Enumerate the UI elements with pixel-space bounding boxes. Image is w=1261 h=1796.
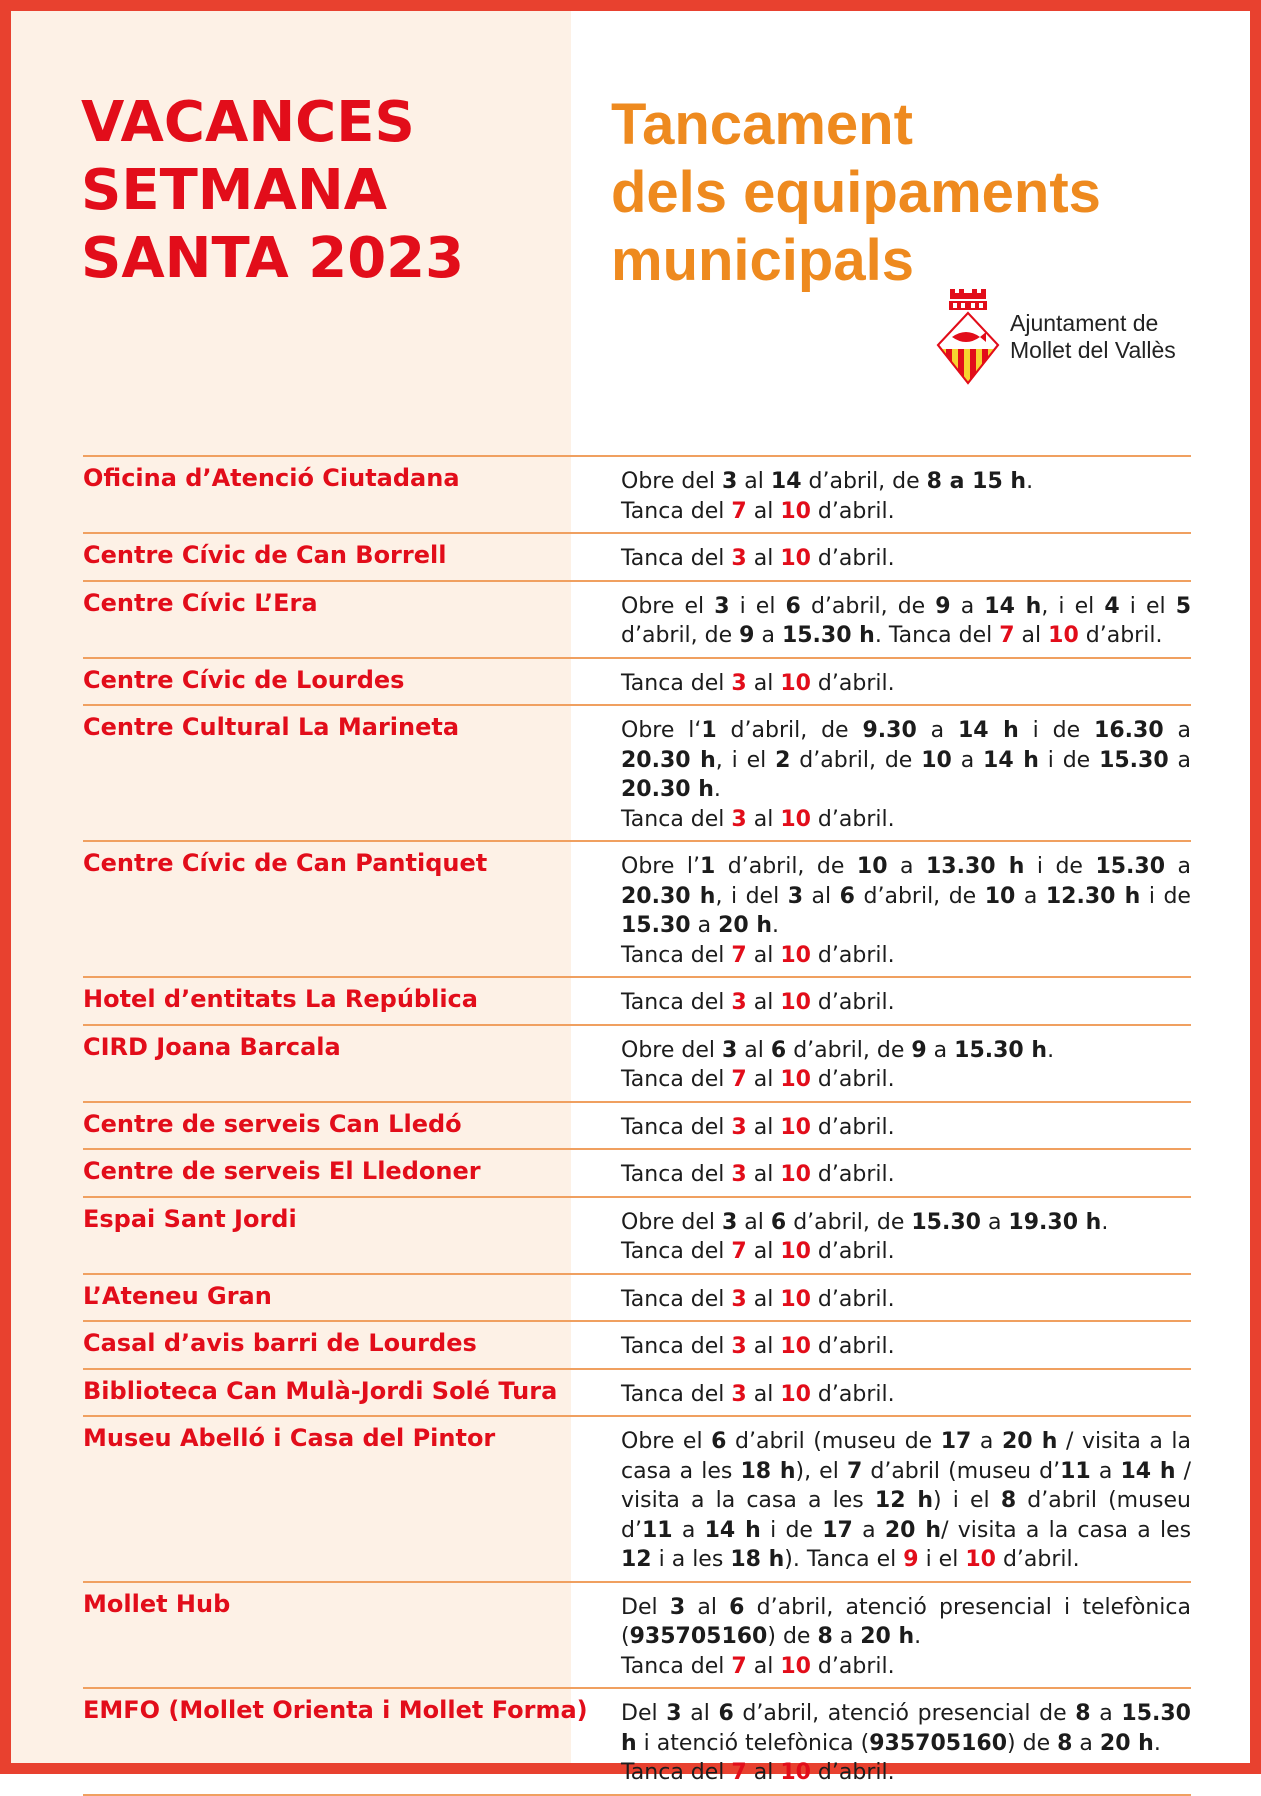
- schedule-value: 20 h: [860, 1624, 915, 1649]
- schedule-text: a: [926, 1037, 955, 1063]
- schedule-text: al: [746, 1162, 781, 1187]
- schedule-value: 8: [817, 1624, 833, 1649]
- facility-name: L’Ateneu Gran: [83, 1281, 272, 1310]
- schedule-text: d’abril.: [810, 670, 895, 696]
- schedule-text: , i del: [715, 883, 788, 909]
- schedule-value: 10: [856, 854, 888, 879]
- schedule-text: al: [746, 546, 781, 571]
- closing-date: 10: [780, 1114, 811, 1140]
- schedule-row: [83, 1689, 1191, 1796]
- schedule-text: al: [746, 670, 781, 696]
- schedule-row: [83, 1150, 1191, 1198]
- schedule-value: 3: [721, 1209, 738, 1235]
- schedule-text: a: [754, 623, 782, 648]
- schedule-text: Obre del: [621, 1209, 722, 1235]
- schedule-value: 1: [699, 854, 716, 879]
- schedule-value: 11: [1060, 1458, 1091, 1484]
- schedule-text: a: [852, 1517, 885, 1543]
- schedule-row: [83, 1370, 1191, 1418]
- schedule-value: 17: [822, 1517, 853, 1543]
- closing-date: 10: [780, 670, 811, 696]
- schedule-value: 15.30: [911, 1209, 981, 1235]
- schedule-text: al: [746, 1334, 781, 1359]
- schedule-text: .: [1026, 469, 1034, 494]
- facility-name: Centre de serveis Can Lledó: [83, 1109, 462, 1138]
- schedule-text: d’abril.: [810, 1381, 895, 1407]
- schedule-value: 935705160: [629, 1624, 768, 1649]
- schedule-text: a: [1163, 718, 1191, 743]
- closing-date: 7: [731, 942, 747, 968]
- schedule-row: [83, 1198, 1191, 1275]
- schedule-text: Tanca del: [621, 1381, 732, 1407]
- schedule-value: 9: [935, 593, 951, 619]
- schedule-text: a: [832, 1624, 861, 1649]
- schedule-value: 15.30 h: [954, 1037, 1048, 1063]
- schedule-text: al: [1014, 623, 1049, 648]
- schedule-row: [83, 1026, 1191, 1103]
- municipal-logo: [936, 289, 1176, 385]
- schedule-text: ) de: [1007, 1730, 1058, 1756]
- schedule-value: 5: [1175, 593, 1192, 619]
- schedule-text: al: [737, 1209, 771, 1235]
- schedule-text: d’abril (museu d’: [621, 1488, 1191, 1543]
- schedule-row: [83, 1417, 1191, 1583]
- schedule-value: 3: [721, 1037, 738, 1063]
- schedule-text: d’abril.: [810, 1286, 895, 1312]
- closing-date: 10: [780, 1067, 811, 1092]
- logo-text: Ajuntament de Mollet del Vallès: [1010, 310, 1176, 363]
- schedule-text: . Tanca del: [874, 623, 1000, 648]
- facility-name: Espai Sant Jordi: [83, 1204, 297, 1233]
- schedule-text: i a les: [651, 1547, 731, 1572]
- page-subtitle: Tancament dels equipaments municipals: [611, 92, 1101, 293]
- schedule-text: .: [1153, 1730, 1161, 1756]
- facility-schedule: [621, 1589, 1191, 1682]
- schedule-row: [83, 1103, 1191, 1151]
- closing-date: 10: [780, 942, 811, 968]
- schedule-text: , i el: [715, 747, 776, 773]
- schedule-value: 19.30 h: [1008, 1209, 1102, 1235]
- schedule-value: 12 h: [874, 1488, 934, 1513]
- closing-date: 9: [903, 1547, 919, 1572]
- schedule-text: d’abril.: [810, 1760, 895, 1785]
- closing-date: 10: [780, 1239, 811, 1264]
- schedule-row: [83, 457, 1191, 534]
- schedule-text: Tanca del: [621, 942, 732, 968]
- facility-schedule: [621, 1109, 1191, 1143]
- schedule-row: [83, 842, 1191, 978]
- schedule-text: al: [746, 806, 781, 832]
- schedule-text: i de: [1018, 718, 1095, 743]
- schedule-text: / visita a la casa a les: [941, 1517, 1192, 1543]
- closing-date: 7: [731, 1239, 747, 1264]
- schedule-value: 10: [984, 883, 1016, 909]
- schedule-text: al: [746, 1286, 781, 1312]
- facility-schedule: [621, 1032, 1191, 1095]
- schedule-text: d’abril.: [810, 546, 895, 571]
- facility-schedule: [621, 540, 1191, 574]
- schedule-value: 6: [785, 593, 801, 619]
- schedule-text: d’abril, de: [854, 883, 985, 909]
- schedule-text: .: [772, 913, 779, 938]
- schedule-text: al: [746, 942, 781, 968]
- schedule-text: / visita a la casa a les: [621, 1458, 1192, 1513]
- schedule-value: 3: [669, 1594, 686, 1620]
- schedule-text: Tanca del: [621, 546, 732, 571]
- closing-date: 7: [731, 1760, 747, 1785]
- schedule-value: 8: [1000, 1488, 1017, 1513]
- closing-date: 10: [780, 1381, 811, 1407]
- schedule-value: 12.30 h: [1045, 883, 1141, 909]
- closing-date: 3: [731, 670, 747, 696]
- schedule-text: al: [803, 883, 840, 909]
- schedule-value: 3: [714, 593, 730, 619]
- facility-schedule: [621, 665, 1191, 699]
- schedule-text: d’abril, atenció presencial i telefònica (: [621, 1594, 1191, 1649]
- schedule-value: 20 h: [1001, 1429, 1058, 1454]
- schedule-text: Del: [621, 1701, 667, 1726]
- schedule-text: d’abril (museu d’: [862, 1458, 1061, 1484]
- schedule-text: Tanca del: [621, 1239, 732, 1264]
- schedule-text: / visita a la casa a les: [621, 1429, 1191, 1484]
- schedule-text: Obre el: [621, 1429, 712, 1454]
- schedule-text: al: [746, 1239, 781, 1264]
- closing-date: 7: [731, 1653, 747, 1679]
- schedule-text: a: [1015, 883, 1046, 909]
- closing-date: 7: [731, 1067, 747, 1092]
- schedule-text: Obre l’: [621, 854, 700, 879]
- schedule-text: al: [746, 1067, 781, 1092]
- schedule-value: 15.30 h: [781, 623, 875, 648]
- schedule-value: 18 h: [740, 1458, 796, 1484]
- schedule-text: a: [951, 747, 984, 773]
- schedule-value: 15.30: [1095, 854, 1166, 879]
- schedule-text: al: [746, 1114, 781, 1140]
- schedule-text: Tanca del: [621, 1067, 732, 1092]
- facility-name: Oficina d’Atenció Ciutadana: [83, 464, 460, 492]
- facility-name: Centre Cultural La Marineta: [83, 713, 460, 741]
- schedule-text: ) i el: [933, 1488, 1001, 1513]
- facility-schedule: [621, 848, 1191, 970]
- facility-schedule: [621, 712, 1191, 834]
- schedule-text: a: [1165, 854, 1191, 879]
- facility-name: Hotel d’entitats La República: [83, 985, 478, 1013]
- schedule-value: 6: [839, 883, 855, 909]
- schedule-text: a: [1090, 1701, 1122, 1726]
- closing-date: 10: [780, 1653, 811, 1679]
- schedule-value: 11: [641, 1517, 673, 1543]
- schedule-text: Obre del: [621, 1037, 722, 1063]
- schedule-value: 8: [1075, 1701, 1091, 1726]
- closing-date: 10: [965, 1547, 996, 1572]
- schedule-value: 6: [770, 1209, 787, 1235]
- closing-date: 10: [780, 1334, 811, 1359]
- schedule-value: 20.30 h: [621, 883, 716, 909]
- coat-of-arms-icon: [936, 289, 1000, 385]
- schedule-text: i de: [760, 1517, 823, 1543]
- schedule-text: d’abril.: [810, 942, 895, 968]
- schedule-row: [83, 1583, 1191, 1690]
- schedule-value: 3: [721, 469, 738, 494]
- schedule-text: a: [1168, 747, 1192, 773]
- schedule-value: 9: [739, 623, 755, 648]
- schedule-text: Tanca del: [621, 1286, 732, 1312]
- schedule-value: 10: [921, 747, 952, 773]
- closing-date: 3: [731, 1286, 747, 1312]
- schedule-text: i de: [1024, 854, 1096, 879]
- schedule-text: i el: [1119, 593, 1176, 619]
- schedule-text: d’abril, de: [716, 718, 863, 743]
- closing-date: 3: [731, 1162, 747, 1187]
- closing-date: 10: [780, 990, 811, 1015]
- facility-schedule: [621, 463, 1191, 526]
- closing-date: 3: [731, 1334, 747, 1359]
- schedule-row: [83, 659, 1191, 707]
- schedule-text: d’abril, de: [786, 1209, 912, 1235]
- schedule-text: Obre el: [621, 593, 715, 619]
- schedule-text: Obre l‘: [621, 718, 702, 743]
- facility-name: Biblioteca Can Mulà-Jordi Solé Tura: [83, 1376, 558, 1405]
- facility-schedule: [621, 1376, 1191, 1410]
- closing-date: 10: [780, 1286, 811, 1312]
- schedule-value: 6: [711, 1429, 727, 1454]
- facility-schedule: [621, 1204, 1191, 1267]
- facility-schedule: [621, 984, 1191, 1018]
- facility-name: Centre Cívic de Can Borrell: [83, 541, 447, 569]
- closing-date: 10: [780, 1162, 811, 1187]
- schedule-text: ) de: [767, 1624, 818, 1649]
- schedule-row: [83, 706, 1191, 842]
- schedule-text: Tanca del: [621, 498, 732, 524]
- schedule-value: 6: [729, 1594, 745, 1620]
- schedule-row: [83, 978, 1191, 1026]
- schedule-value: 18 h: [730, 1547, 785, 1572]
- schedule-text: al: [746, 990, 781, 1015]
- schedule-value: 14 h: [983, 747, 1039, 773]
- schedule-text: d’abril, atenció presencial de: [733, 1701, 1076, 1726]
- schedule-text: .: [713, 777, 721, 802]
- facility-schedule: [621, 1156, 1191, 1190]
- schedule-text: d’abril, de: [790, 747, 922, 773]
- facility-name: Centre Cívic de Can Pantiquet: [83, 849, 488, 877]
- schedule-text: Del: [621, 1594, 670, 1620]
- schedule-value: 13.30 h: [925, 854, 1025, 879]
- facility-name: Mollet Hub: [83, 1589, 231, 1618]
- schedule-text: ). Tanca el: [784, 1547, 904, 1572]
- schedule-text: Tanca del: [621, 990, 732, 1015]
- schedule-text: a: [971, 1429, 1002, 1454]
- facility-schedule: [621, 1281, 1191, 1315]
- facility-name: Museu Abelló i Casa del Pintor: [83, 1424, 496, 1452]
- schedule-value: 7: [846, 1458, 863, 1484]
- schedule-row: [83, 1322, 1191, 1370]
- schedule-text: d’abril, de: [800, 593, 936, 619]
- schedule-text: .: [1101, 1209, 1109, 1235]
- schedule-text: a: [672, 1517, 705, 1543]
- schedule-value: 6: [770, 1037, 787, 1063]
- schedule-value: 20.30 h: [621, 777, 714, 802]
- schedule-text: al: [737, 469, 771, 494]
- schedule-text: d’abril.: [810, 1067, 895, 1092]
- facility-schedule: [621, 1328, 1191, 1362]
- schedule-text: al: [685, 1594, 730, 1620]
- schedule-text: d’abril.: [810, 1239, 895, 1264]
- schedule-text: a: [950, 593, 985, 619]
- schedule-text: i de: [1038, 747, 1100, 773]
- facility-name: Centre Cívic de Lourdes: [83, 665, 405, 694]
- schedule-value: 20 h: [1099, 1730, 1154, 1756]
- schedule-text: a: [916, 718, 958, 743]
- schedule-value: 9: [911, 1037, 927, 1063]
- schedule-text: d’abril.: [810, 806, 895, 832]
- schedule-text: Tanca del: [621, 670, 732, 696]
- schedule-text: al: [681, 1701, 719, 1726]
- schedule-value: 16.30: [1094, 718, 1164, 743]
- schedule-text: i de: [1140, 883, 1191, 909]
- schedule-value: 12: [621, 1547, 652, 1572]
- schedule-table: [83, 455, 1191, 1796]
- schedule-text: ), el: [795, 1458, 847, 1484]
- facility-name: Casal d’avis barri de Lourdes: [83, 1329, 477, 1357]
- schedule-text: Tanca del: [621, 1653, 732, 1679]
- facility-name: Centre de serveis El Lledoner: [83, 1157, 481, 1185]
- schedule-text: d’abril, de: [715, 854, 857, 879]
- schedule-text: a: [690, 913, 719, 938]
- facility-schedule: [621, 588, 1191, 651]
- schedule-text: d’abril.: [810, 990, 895, 1015]
- schedule-text: Obre del: [621, 469, 722, 494]
- schedule-value: 14 h: [957, 718, 1019, 743]
- schedule-value: 20 h: [884, 1517, 942, 1543]
- schedule-value: 14 h: [1120, 1458, 1176, 1484]
- schedule-text: Tanca del: [621, 806, 732, 832]
- schedule-value: 2: [775, 747, 791, 773]
- schedule-text: al: [746, 1653, 781, 1679]
- closing-date: 10: [780, 498, 811, 524]
- schedule-value: 14: [770, 469, 802, 494]
- closing-date: 10: [780, 546, 811, 571]
- schedule-value: 6: [718, 1701, 734, 1726]
- schedule-value: 20 h: [718, 913, 772, 938]
- schedule-value: 14 h: [704, 1517, 761, 1543]
- schedule-text: d’abril.: [995, 1547, 1080, 1572]
- schedule-text: a: [1090, 1458, 1121, 1484]
- closing-date: 7: [731, 498, 747, 524]
- closing-date: 10: [780, 806, 811, 832]
- schedule-text: a: [980, 1209, 1009, 1235]
- schedule-value: 8 a 15 h: [926, 469, 1027, 494]
- closing-date: 3: [731, 1114, 747, 1140]
- schedule-text: i atenció telefònica (: [636, 1730, 870, 1756]
- schedule-text: d’abril.: [1078, 623, 1163, 648]
- schedule-text: al: [746, 498, 781, 524]
- schedule-value: 20.30 h: [621, 747, 716, 773]
- schedule-text: al: [737, 1037, 771, 1063]
- closing-date: 3: [731, 990, 747, 1015]
- schedule-value: 9.30: [862, 718, 917, 743]
- schedule-value: 15.30: [621, 913, 691, 938]
- schedule-text: d’abril, de: [801, 469, 927, 494]
- schedule-value: 4: [1104, 593, 1120, 619]
- schedule-text: al: [746, 1381, 781, 1407]
- schedule-value: 1: [701, 718, 717, 743]
- facility-name: Centre Cívic L’Era: [83, 588, 318, 617]
- schedule-value: 14 h: [984, 593, 1042, 619]
- closing-date: 10: [780, 1760, 811, 1785]
- closing-date: 7: [999, 623, 1015, 648]
- schedule-value: 15.30: [1099, 747, 1169, 773]
- schedule-text: Tanca del: [621, 1760, 732, 1785]
- schedule-text: a: [1072, 1730, 1100, 1756]
- schedule-text: .: [1047, 1037, 1055, 1063]
- schedule-text: Tanca del: [621, 1334, 732, 1359]
- schedule-text: d’abril (museu de: [726, 1429, 941, 1454]
- schedule-text: Tanca del: [621, 1114, 732, 1140]
- closing-date: 3: [731, 806, 747, 832]
- schedule-text: d’abril, de: [621, 623, 740, 648]
- schedule-text: .: [914, 1624, 922, 1649]
- schedule-text: d’abril.: [810, 1114, 895, 1140]
- schedule-value: 17: [940, 1429, 972, 1454]
- schedule-text: Tanca del: [621, 1162, 732, 1187]
- schedule-text: d’abril.: [810, 1162, 895, 1187]
- schedule-text: i el: [729, 593, 786, 619]
- schedule-value: 3: [666, 1701, 682, 1726]
- facility-name: EMFO (Mollet Orienta i Mollet Forma): [83, 1696, 588, 1724]
- facility-name: CIRD Joana Barcala: [83, 1032, 341, 1061]
- schedule-text: i el: [918, 1547, 966, 1572]
- facility-schedule: [621, 1423, 1191, 1575]
- schedule-text: d’abril, de: [786, 1037, 912, 1063]
- schedule-value: 935705160: [869, 1730, 1008, 1756]
- schedule-row: [83, 534, 1191, 582]
- page-title: VACANCES SETMANA SANTA 2023: [81, 90, 465, 291]
- schedule-value: 15.30 h: [621, 1701, 1191, 1756]
- schedule-text: , i el: [1041, 593, 1105, 619]
- schedule-text: d’abril.: [810, 498, 895, 524]
- schedule-value: 3: [787, 883, 804, 909]
- closing-date: 3: [731, 1381, 747, 1407]
- schedule-text: al: [746, 1760, 781, 1785]
- schedule-row: [83, 582, 1191, 659]
- closing-date: 3: [731, 546, 747, 571]
- schedule-text: d’abril.: [810, 1334, 895, 1359]
- closing-date: 10: [1048, 623, 1079, 648]
- schedule-text: d’abril.: [810, 1653, 895, 1679]
- schedule-row: [83, 1275, 1191, 1323]
- schedule-value: 8: [1057, 1730, 1073, 1756]
- schedule-text: a: [887, 854, 926, 879]
